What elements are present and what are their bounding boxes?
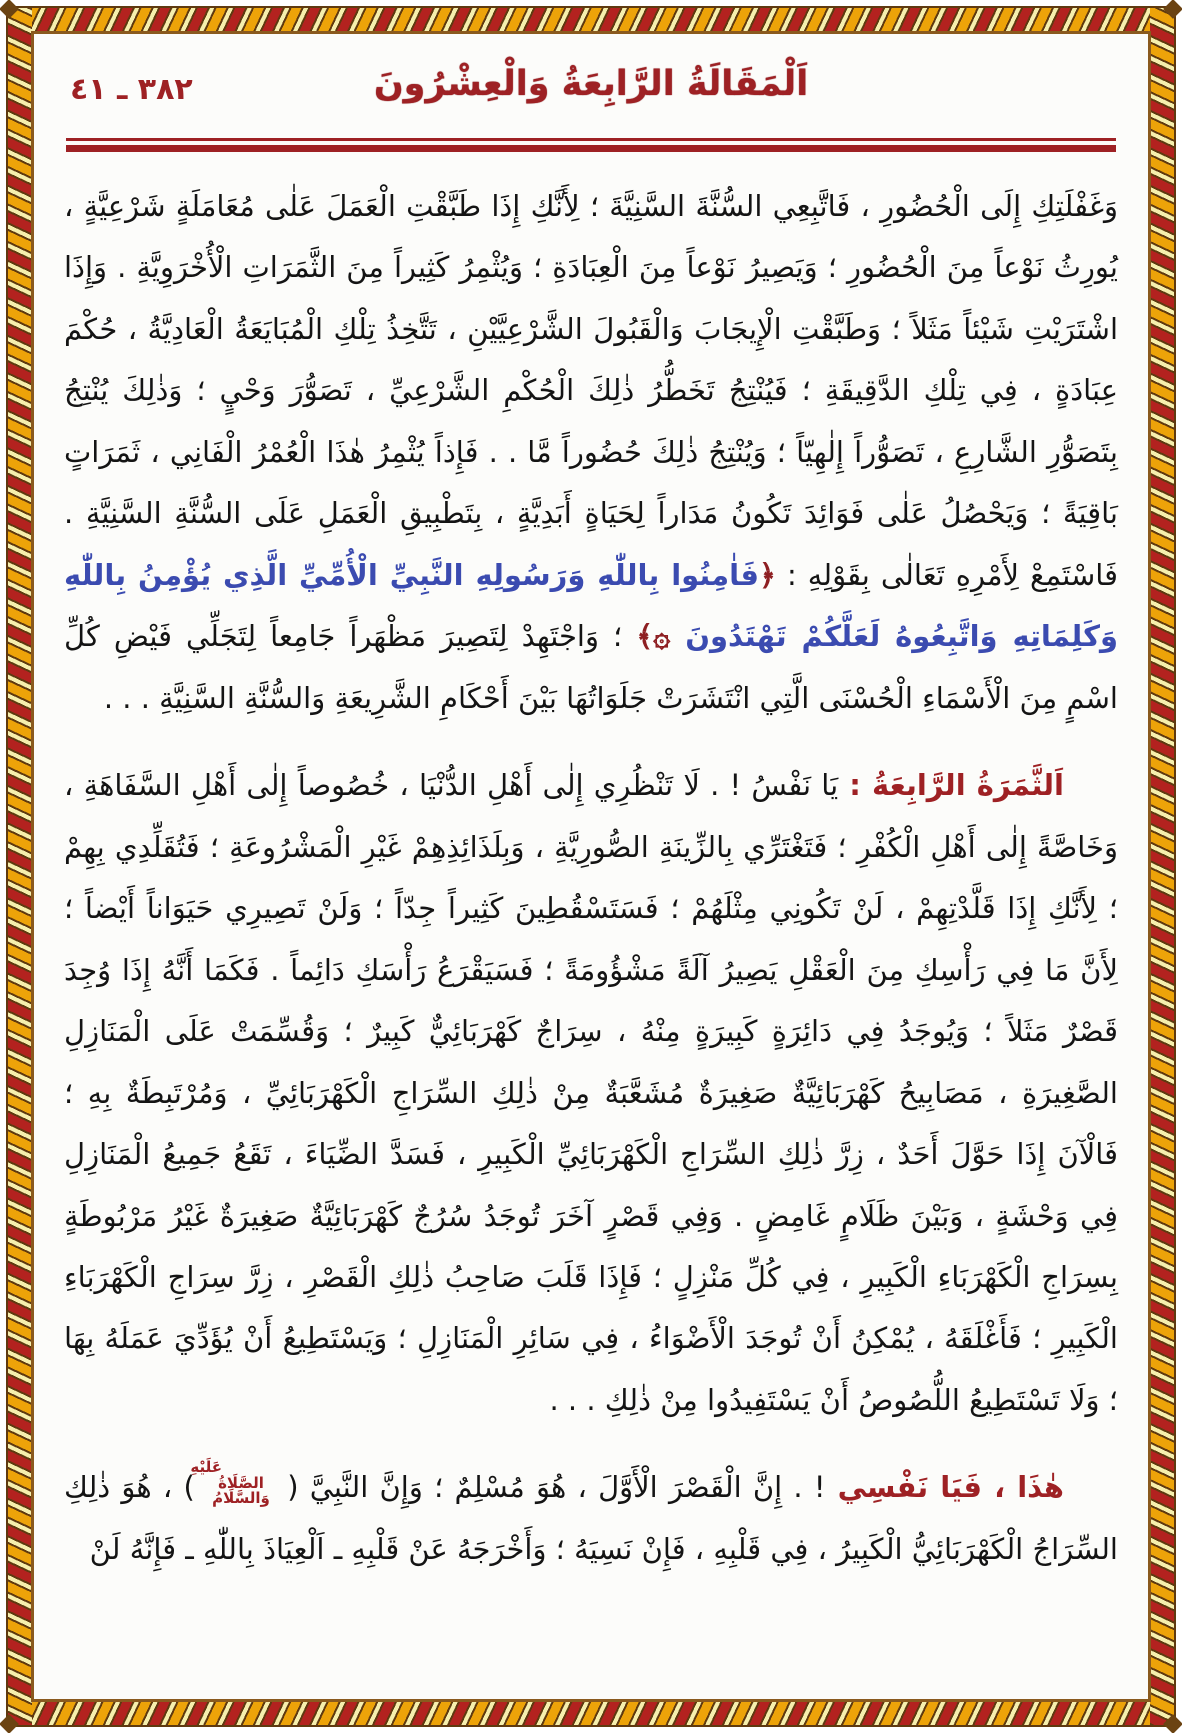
paragraph-fourth-fruit [64, 755, 1118, 1431]
divider-thick-line [66, 145, 1116, 152]
border-right [1150, 8, 1174, 1725]
header-divider [66, 138, 1116, 152]
border-corner-ornament [1163, 1714, 1182, 1733]
border-bottom [8, 1701, 1174, 1725]
article-body [64, 176, 1118, 1580]
paragraph-text: ! . إِنَّ الْقَصْرَ الْأَوَّلَ ، هُوَ مُسْلِمٌ ؛ وَإِنَّ النَّبِيَّ ( [275, 1470, 826, 1505]
salawat-calligraphy-icon: عَلَيْهِ الصَّلَاةُ وَالسَّلَامُ [190, 1457, 270, 1508]
quran-close-ornament-icon: ۞﴾ [636, 619, 671, 654]
paragraph-text: ؛ وَاجْتَهِدْ لِتَصِيرَ مَظْهَراً جَامِعاً لِتَجَلِّي فَيْضِ كُلِّ اسْمٍ مِنَ الْأَسْمَاءِ الْحُسْنَى الَّتِي انْتَشَرَتْ جَلَوَاتُهَا بَيْنَ أَحْكَامِ الشَّرِيعَةِ وَالسُّنَّةِ السَّنِيَّةِ . . . [64, 619, 1118, 715]
page-title: اَلْمَقَالَةُ الرَّابِعَةُ وَالْعِشْرُونَ [373, 64, 809, 104]
quran-open-bracket-icon: ﴿ [758, 557, 776, 592]
section-lead-fourth-fruit: اَلثَّمَرَةُ الرَّابِعَةُ : [838, 768, 1065, 803]
quran-verse: فَاٰمِنُوا بِاللّٰهِ وَرَسُولِهِ النَّبِيِّ الْأُمِّيِّ الَّذِي يُؤْمِنُ بِاللّٰهِ وَكَلِمَاتِهِ وَاتَّبِعُوهُ لَعَلَّكُمْ تَهْتَدُونَ [64, 557, 1118, 654]
paragraph-text: يَا نَفْسُ ! . لَا تَنْظُرِي إِلٰى أَهْلِ الدُّنْيَا ، خُصُوصاً إِلٰى أَهْلِ السَّفَاهَةِ ، وَخَاصَّةً إِلٰى أَهْلِ الْكُفْرِ ؛ فَتَغْتَرِّي بِالزِّينَةِ الصُّورِيَّةِ ، وَبِلَذَائِذِهِمْ غَيْرِ الْمَشْرُوعَةِ ؛ فَتُقَلِّدِي بِهِمْ ؛ لِأَنَّكِ إِذَا قَلَّدْتِهِمْ ، لَنْ تَكُونِي مِثْلَهُمْ ؛ فَسَتَسْقُطِينَ كَثِيراً جِدّاً ؛ وَلَنْ تَصِيرِي حَيَوَاناً أَيْضاً ؛ لِأَنَّ مَا فِي رَأْسِكِ مِنَ الْعَقْلِ يَصِيرُ آلَةً مَشْؤُومَةً ؛ فَسَيَقْرَعُ رَأْسَكِ دَائِماً . فَكَمَا أَنَّهُ إِذَا وُجِدَ قَصْرٌ مَثَلاً ؛ وَيُوجَدُ فِي دَائِرَةٍ كَبِيرَةٍ مِنْهُ ، سِرَاجٌ كَهْرَبَائِيٌّ كَبِيرٌ ؛ وَقُسِّمَتْ عَلَى الْمَنَازِلِ الصَّغِيرَةِ ، مَصَابِيحُ كَهْرَبَائِيَّةٌ صَغِيرَةٌ مُشَعَّبَةٌ مِنْ ذٰلِكِ السِّرَاجِ الْكَهْرَبَائِيِّ ، وَمُرْتَبِطَةٌ بِهِ ؛ فَالْآنَ إِذَا حَوَّلَ أَحَدٌ ، زِرَّ ذٰلِكِ السِّرَاجِ الْكَهْرَبَائِيِّ الْكَبِيرِ ، فَسَدَّ الضِّيَاءَ ، تَقَعُ جَمِيعُ الْمَنَازِلِ فِي وَحْشَةٍ ، وَبَيْنَ ظَلَامٍ غَامِضٍ . وَفِي قَصْرٍ آخَرَ تُوجَدُ سُرُجٌ كَهْرَبَائِيَّةٌ صَغِيرَةٌ غَيْرُ مَرْبُوطَةٍ بِسِرَاجِ الْكَهْرَبَاءِ الْكَبِيرِ ، فِي كُلِّ مَنْزِلٍ ؛ فَإِذَا قَلَبَ صَاحِبُ ذٰلِكِ الْقَصْرِ ، زِرَّ سِرَاجِ الْكَهْرَبَاءِ الْكَبِيرِ ؛ فَأَغْلَقَهُ ، يُمْكِنُ أَنْ تُوجَدَ الْأَضْوَاءُ ، فِي سَائِرِ الْمَنَازِلِ ؛ وَيَسْتَطِيعُ أَنْ يُؤَدِّيَ عَمَلَهُ بِهَا ؛ وَلَا تَسْتَطِيعُ اللُّصُوصُ أَنْ يَسْتَفِيدُوا مِنْ ذٰلِكِ . . . [64, 768, 1118, 1417]
page-number: ٣٨٢ ـ ٤١ [70, 72, 193, 107]
border-corner-ornament [0, 1714, 19, 1733]
page-header [64, 58, 1118, 132]
border-left [8, 8, 32, 1725]
paragraph-o-my-soul [64, 1457, 1118, 1580]
page-content [34, 34, 1148, 1699]
paragraph-text: ) ، هُوَ ذٰلِكِ السِّرَاجُ الْكَهْرَبَائِيُّ الْكَبِيرُ ، فِي قَلْبِهِ ، فَإِنْ نَسِيَهُ ؛ وَأَخْرَجَهُ عَنْ قَلْبِهِ ـ اَلْعِيَاذَ بِاللّٰهِ ـ فَإِنَّهُ لَنْ [64, 1470, 1118, 1566]
border-corner-ornament [1163, 0, 1182, 19]
border-top [8, 8, 1174, 32]
section-lead-o-my-soul: هٰذَا ، فَيَا نَفْسِي [825, 1470, 1064, 1505]
paragraph-sunnah-continuation [64, 176, 1118, 729]
border-corner-ornament [0, 0, 19, 19]
paragraph-text: وَغَفْلَتِكِ إِلَى الْحُضُورِ ، فَاتَّبِعِي السُّنَّةَ السَّنِيَّةَ ؛ لِأَنَّكِ إِذَا طَبَّقْتِ الْعَمَلَ عَلٰى مُعَامَلَةٍ شَرْعِيَّةٍ ، يُورِثُ نَوْعاً مِنَ الْحُضُورِ ؛ وَيَصِيرُ نَوْعاً مِنَ الْعِبَادَةِ ؛ وَيُثْمِرُ كَثِيراً مِنَ الثَّمَرَاتِ الْأُخْرَوِيَّةِ . وَإِذَا اشْتَرَيْتِ شَيْئاً مَثَلاً ؛ وَطَبَّقْتِ الْإِيجَابَ وَالْقَبُولَ الشَّرْعِيَّيْنِ ، تَتَّخِذُ تِلْكِ الْمُبَايَعَةُ الْعَادِيَّةُ ، حُكْمَ عِبَادَةٍ ، فِي تِلْكِ الدَّقِيقَةِ ؛ فَيُنْتِجُ تَخَطُّرُ ذٰلِكَ الْحُكْمِ الشَّرْعِيِّ ، تَصَوُّرَ وَحْيٍ ؛ وَذٰلِكَ يُنْتِجُ بِتَصَوُّرِ الشَّارِعِ ، تَصَوُّراً إِلٰهِيّاً ؛ وَيُنْتِجُ ذٰلِكَ حُضُوراً مَّا . . فَإِذاً يُثْمِرُ هٰذَا الْعُمْرُ الْفَانِي ، ثَمَرَاتٍ بَاقِيَةً ؛ وَيَحْصُلُ عَلٰى فَوَائِدَ تَكُونُ مَدَاراً لِحَيَاةٍ أَبَدِيَّةٍ ، بِتَطْبِيقِ الْعَمَلِ عَلَى السُّنَّةِ السَّنِيَّةِ . فَاسْتَمِعْ لِأَمْرِهِ تَعَالٰى بِقَوْلِهِ : [64, 189, 1118, 592]
